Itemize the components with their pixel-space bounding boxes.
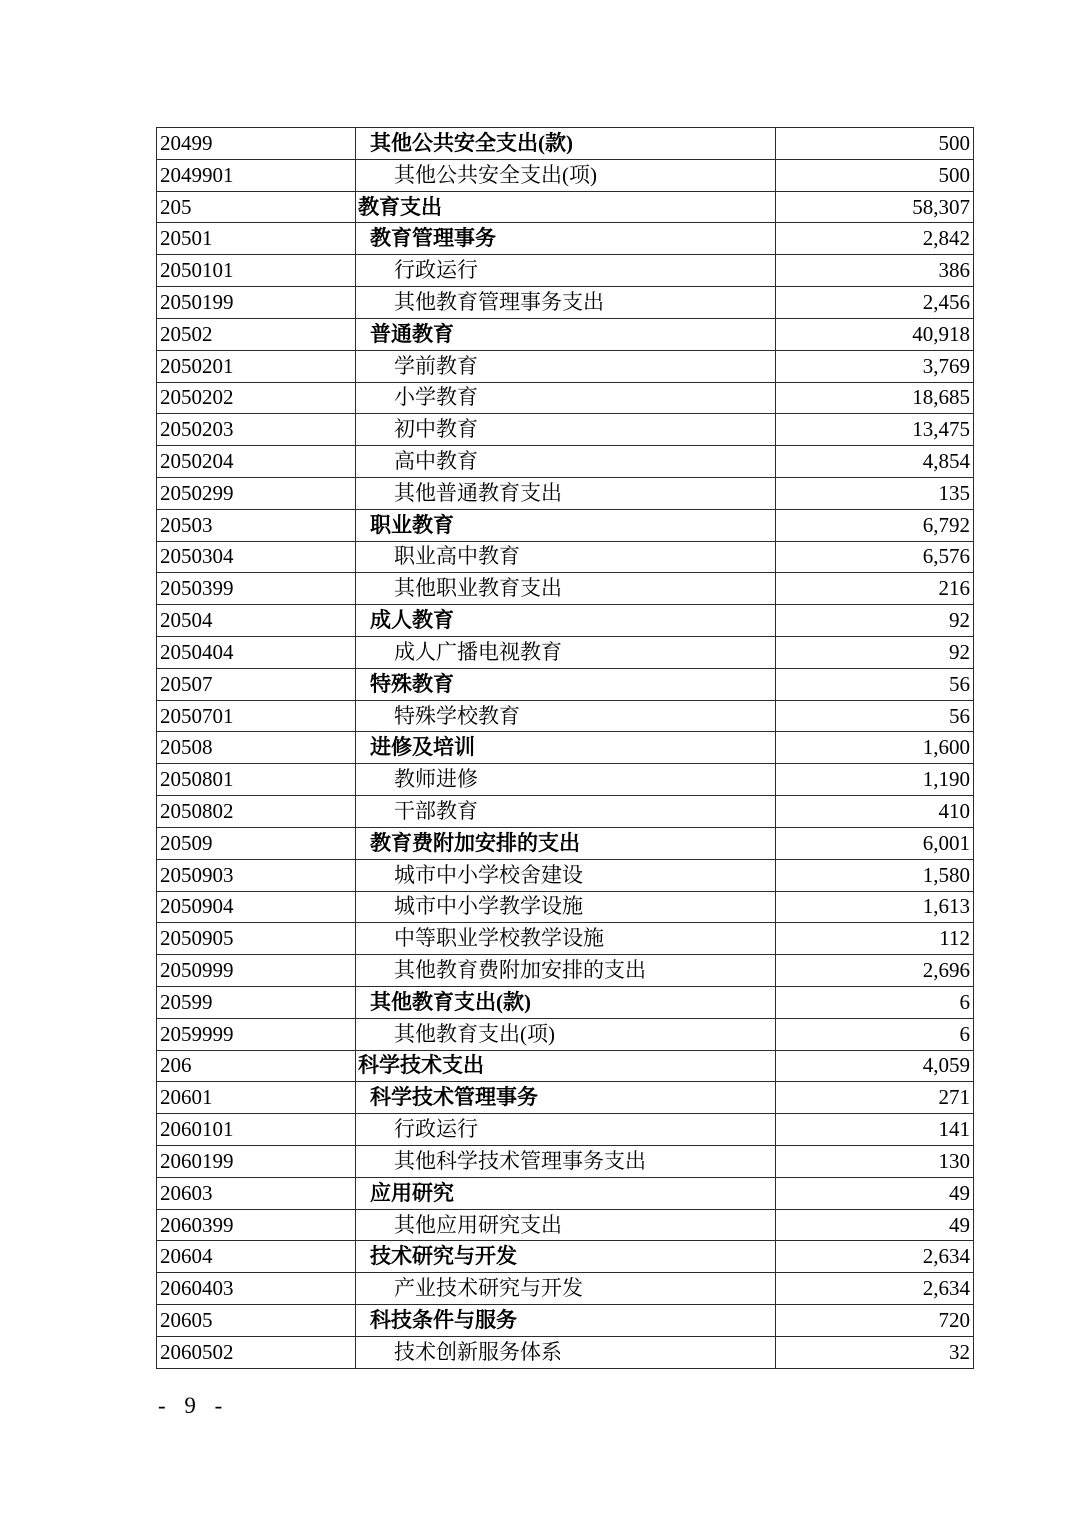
row-amount: 135 [776,478,974,510]
row-code: 20509 [157,828,356,860]
row-name: 科技条件与服务 [356,1305,776,1337]
row-code: 20502 [157,319,356,351]
row-code: 2050202 [157,383,356,415]
row-amount: 4,854 [776,446,974,478]
row-name: 技术研究与开发 [356,1241,776,1273]
row-amount: 500 [776,128,974,160]
row-name: 干部教育 [356,796,776,828]
row-code: 2060399 [157,1210,356,1242]
row-amount: 410 [776,796,974,828]
row-amount: 49 [776,1210,974,1242]
row-name: 特殊教育 [356,669,776,701]
row-amount: 1,600 [776,732,974,764]
budget-table [156,127,974,1369]
row-code: 2050701 [157,701,356,733]
row-name: 其他教育费附加安排的支出 [356,955,776,987]
row-amount: 2,634 [776,1273,974,1305]
row-amount: 6,576 [776,542,974,574]
row-name: 进修及培训 [356,732,776,764]
row-code: 20604 [157,1241,356,1273]
row-code: 2060403 [157,1273,356,1305]
row-code: 20504 [157,605,356,637]
page-number: - 9 - [158,1393,225,1418]
row-name: 学前教育 [356,351,776,383]
row-name: 科学技术支出 [356,1051,776,1083]
row-amount: 130 [776,1146,974,1178]
row-name: 高中教育 [356,446,776,478]
row-code: 205 [157,192,356,224]
row-amount: 18,685 [776,383,974,415]
row-name: 教育管理事务 [356,223,776,255]
row-amount: 49 [776,1178,974,1210]
row-code: 2060502 [157,1337,356,1369]
row-name: 成人教育 [356,605,776,637]
row-name: 科学技术管理事务 [356,1082,776,1114]
row-code: 2050904 [157,892,356,924]
row-code: 2060101 [157,1114,356,1146]
row-amount: 2,634 [776,1241,974,1273]
row-amount: 92 [776,605,974,637]
row-amount: 216 [776,573,974,605]
row-name: 其他普通教育支出 [356,478,776,510]
row-code: 2050399 [157,573,356,605]
row-amount: 3,769 [776,351,974,383]
row-code: 2059999 [157,1019,356,1051]
row-code: 2050101 [157,255,356,287]
row-amount: 6,792 [776,510,974,542]
row-name: 中等职业学校教学设施 [356,923,776,955]
row-name: 城市中小学教学设施 [356,892,776,924]
row-code: 2050905 [157,923,356,955]
row-amount: 2,842 [776,223,974,255]
row-code: 20499 [157,128,356,160]
row-amount: 500 [776,160,974,192]
row-name: 其他公共安全支出(项) [356,160,776,192]
row-name: 其他应用研究支出 [356,1210,776,1242]
row-name: 教育支出 [356,192,776,224]
row-amount: 92 [776,637,974,669]
row-name: 普通教育 [356,319,776,351]
row-code: 2050999 [157,955,356,987]
row-name: 行政运行 [356,1114,776,1146]
row-name: 产业技术研究与开发 [356,1273,776,1305]
row-amount: 56 [776,701,974,733]
row-name: 特殊学校教育 [356,701,776,733]
row-code: 2050802 [157,796,356,828]
row-name: 其他教育支出(款) [356,987,776,1019]
row-amount: 6 [776,1019,974,1051]
row-amount: 271 [776,1082,974,1114]
row-code: 20605 [157,1305,356,1337]
row-name: 城市中小学校舍建设 [356,860,776,892]
row-code: 20508 [157,732,356,764]
row-name: 职业教育 [356,510,776,542]
row-name: 应用研究 [356,1178,776,1210]
row-name: 成人广播电视教育 [356,637,776,669]
row-code: 2050203 [157,414,356,446]
row-amount: 112 [776,923,974,955]
row-name: 技术创新服务体系 [356,1337,776,1369]
row-amount: 1,190 [776,764,974,796]
row-code: 2050404 [157,637,356,669]
row-code: 2049901 [157,160,356,192]
row-name: 职业高中教育 [356,542,776,574]
row-amount: 40,918 [776,319,974,351]
row-amount: 13,475 [776,414,974,446]
row-name: 小学教育 [356,383,776,415]
row-code: 2050903 [157,860,356,892]
row-code: 2050201 [157,351,356,383]
row-code: 2050299 [157,478,356,510]
row-amount: 56 [776,669,974,701]
row-code: 20599 [157,987,356,1019]
row-code: 2060199 [157,1146,356,1178]
row-code: 206 [157,1051,356,1083]
row-code: 20507 [157,669,356,701]
row-code: 2050204 [157,446,356,478]
row-name: 教师进修 [356,764,776,796]
row-name: 其他职业教育支出 [356,573,776,605]
row-code: 2050801 [157,764,356,796]
row-code: 20503 [157,510,356,542]
row-amount: 6,001 [776,828,974,860]
row-code: 20601 [157,1082,356,1114]
row-code: 2050199 [157,287,356,319]
row-code: 2050304 [157,542,356,574]
row-amount: 1,580 [776,860,974,892]
row-amount: 386 [776,255,974,287]
row-amount: 2,456 [776,287,974,319]
row-name: 其他教育支出(项) [356,1019,776,1051]
row-code: 20501 [157,223,356,255]
row-amount: 58,307 [776,192,974,224]
row-name: 其他公共安全支出(款) [356,128,776,160]
row-name: 行政运行 [356,255,776,287]
row-amount: 4,059 [776,1051,974,1083]
row-name: 初中教育 [356,414,776,446]
row-amount: 720 [776,1305,974,1337]
row-name: 其他教育管理事务支出 [356,287,776,319]
row-amount: 141 [776,1114,974,1146]
row-amount: 6 [776,987,974,1019]
row-name: 教育费附加安排的支出 [356,828,776,860]
row-amount: 2,696 [776,955,974,987]
row-code: 20603 [157,1178,356,1210]
row-amount: 1,613 [776,892,974,924]
row-amount: 32 [776,1337,974,1369]
row-name: 其他科学技术管理事务支出 [356,1146,776,1178]
